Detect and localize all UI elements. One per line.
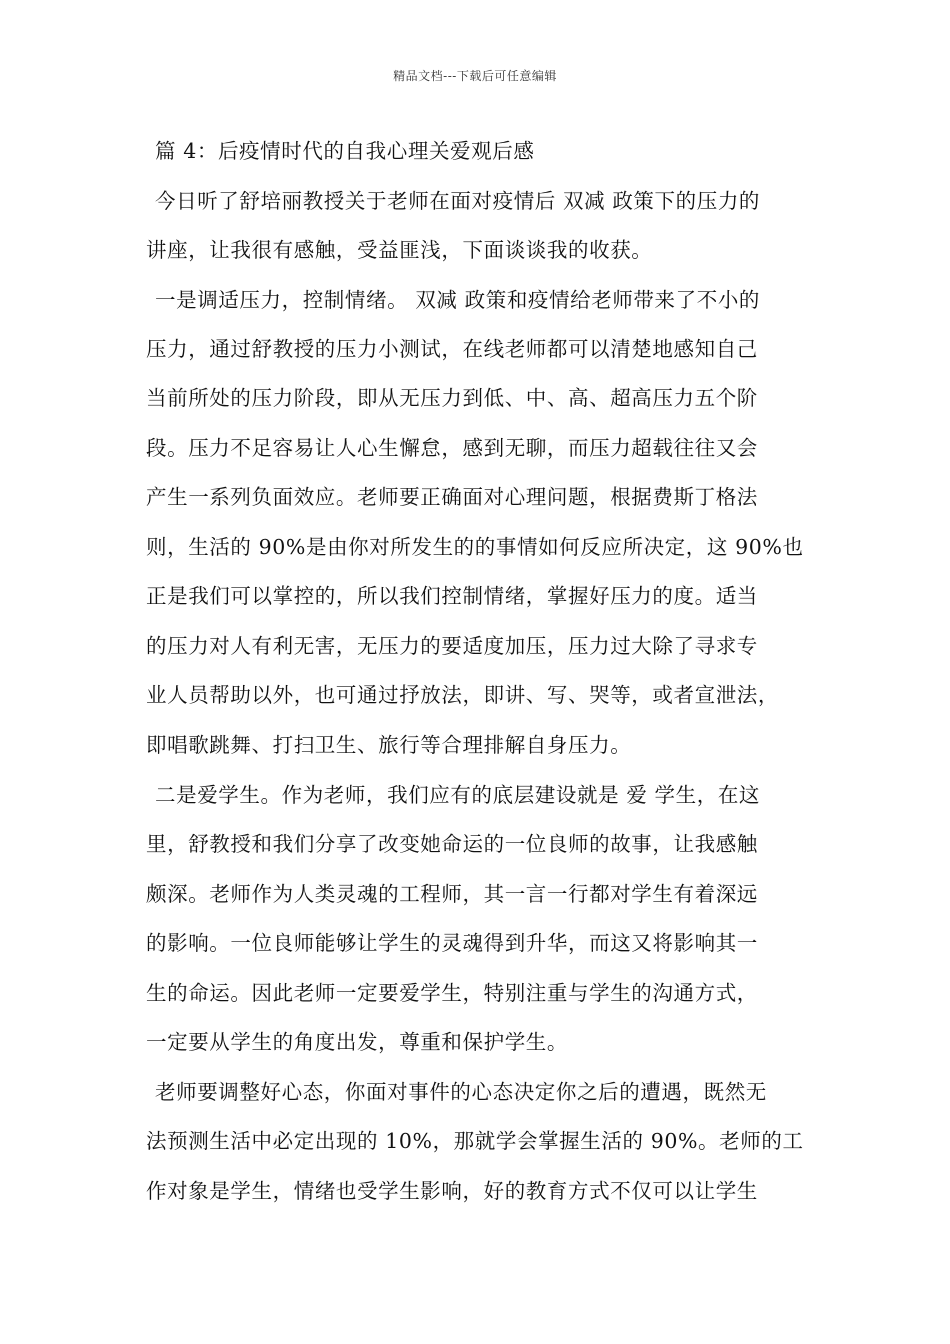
paragraph-line: 的压力对人有利无害，无压力的要适度加压，压力过大除了寻求专 xyxy=(146,634,758,658)
paragraph-line: 颇深。老师作为人类灵魂的工程师，其一言一行都对学生有着深远 xyxy=(146,882,758,906)
page-header: 精品文档---下载后可任意编辑 xyxy=(393,69,557,83)
paragraph-line: 里，舒教授和我们分享了改变她命运的一位良师的故事，让我感触 xyxy=(146,832,758,856)
paragraph-line: 压力，通过舒教授的压力小测试，在线老师都可以清楚地感知自己 xyxy=(146,337,758,361)
paragraph-line: 业人员帮助以外，也可通过抒放法，即讲、写、哭等，或者宣泄法， xyxy=(146,683,779,707)
paragraph-line: 即唱歌跳舞、打扫卫生、旅行等合理排解自身压力。 xyxy=(146,733,632,757)
paragraph-line: 正是我们可以掌控的，所以我们控制情绪，掌握好压力的度。适当 xyxy=(146,584,758,608)
paragraph-line: 今日听了舒培丽教授关于老师在面对疫情后 双减 政策下的压力的 xyxy=(155,189,761,213)
paragraph-line: 二是爱学生。作为老师，我们应有的底层建设就是 爱 学生，在这 xyxy=(155,783,761,807)
paragraph-line: 产生一系列负面效应。老师要正确面对心理问题，根据费斯丁格法 xyxy=(146,485,758,509)
paragraph-line: 的影响。一位良师能够让学生的灵魂得到升华，而这又将影响其一 xyxy=(146,931,758,955)
paragraph-line: 讲座，让我很有感触，受益匪浅，下面谈谈我的收获。 xyxy=(146,238,653,262)
article-title: 篇 4：后疫情时代的自我心理关爱观后感 xyxy=(155,139,535,163)
paragraph-line: 老师要调整好心态，你面对事件的心态决定你之后的遭遇，既然无 xyxy=(155,1080,767,1104)
paragraph-line: 生的命运。因此老师一定要爱学生，特别注重与学生的沟通方式， xyxy=(146,981,758,1005)
paragraph-line: 作对象是学生，情绪也受学生影响，好的教育方式不仅可以让学生 xyxy=(146,1179,758,1203)
paragraph-line: 法预测生活中必定出现的 10%，那就学会掌握生活的 90%。老师的工 xyxy=(146,1129,804,1153)
paragraph-line: 一定要从学生的角度出发，尊重和保护学生。 xyxy=(146,1030,568,1054)
paragraph-line: 则，生活的 90%是由你对所发生的的事情如何反应所决定，这 90%也 xyxy=(146,535,804,559)
paragraph-line: 当前所处的压力阶段，即从无压力到低、中、高、超高压力五个阶 xyxy=(146,386,758,410)
paragraph-line: 一是调适压力，控制情绪。 双减 政策和疫情给老师带来了不小的 xyxy=(155,288,761,312)
paragraph-line: 段。压力不足容易让人心生懈怠，感到无聊，而压力超载往往又会 xyxy=(146,436,758,460)
